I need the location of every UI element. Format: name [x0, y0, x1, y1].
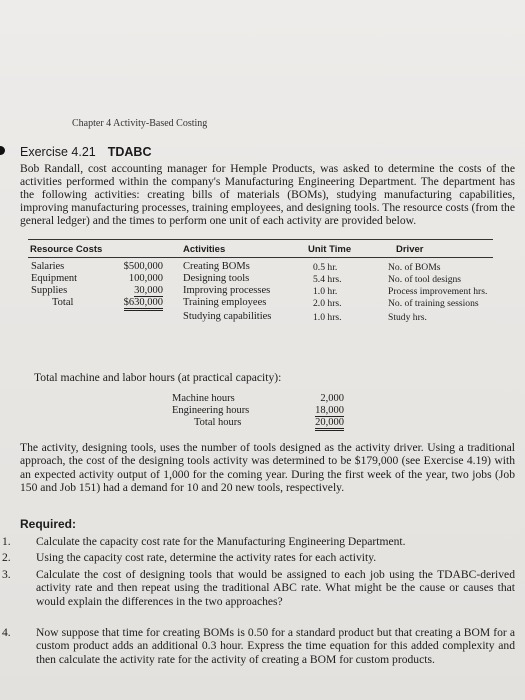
- header-driver: Driver: [396, 244, 424, 255]
- resource-label: Equipment: [31, 273, 78, 284]
- capacity-value-text: 18,000: [315, 405, 344, 416]
- required-item: [2, 626, 515, 666]
- required-item-text: Now suppose that time for creating BOMs is 0.50 for a standard product but that creating a BOM for a custom product adds an additional 0.3 hour. Express the time equation for this added complexity and then calculate the activity rate for the activity of creating a BOM for custom products.: [36, 626, 515, 666]
- activity-driver: Study hrs.: [388, 312, 427, 323]
- activity-name: Designing tools: [183, 273, 250, 284]
- activity-driver: No. of BOMs: [388, 262, 441, 273]
- table-top-rule: [28, 239, 493, 240]
- header-activities: Activities: [183, 244, 226, 255]
- activity-driver: Process improvement hrs.: [388, 286, 488, 297]
- header-unit-time: Unit Time: [308, 244, 352, 255]
- table-header-rule: [28, 257, 493, 258]
- activity-name: Training employees: [183, 297, 267, 308]
- capacity-label: Engineering hours: [172, 405, 250, 416]
- exercise-name: TDABC: [107, 145, 152, 159]
- exercise-bullet-icon: [0, 146, 5, 155]
- required-item-number: 2.: [2, 551, 11, 564]
- required-item: [2, 551, 515, 564]
- resource-amount-text: 30,000: [134, 285, 163, 296]
- resource-amount: 100,000: [128, 273, 163, 284]
- chapter-header: Chapter 4 Activity-Based Costing: [72, 118, 208, 129]
- resource-label: Total: [52, 297, 74, 308]
- header-resource-costs: Resource Costs: [30, 244, 103, 255]
- required-item-number: 1.: [2, 535, 11, 548]
- unit-time: 2.0 hrs.: [313, 298, 342, 309]
- exercise-title: [20, 145, 151, 159]
- resource-amount: [103, 297, 163, 308]
- activity-name: Creating BOMs: [183, 261, 250, 272]
- capacity-heading: Total machine and labor hours (at practical capacity):: [34, 371, 282, 384]
- required-item-number: 4.: [2, 626, 11, 639]
- resource-label: Supplies: [31, 285, 68, 296]
- required-item-text: Using the capacity cost rate, determine the activity rates for each activity.: [36, 551, 377, 564]
- unit-time: 1.0 hr.: [313, 286, 338, 297]
- activity-driver: No. of tool designs: [388, 274, 462, 285]
- exercise-intro: Bob Randall, cost accounting manager for Hemple Products, was asked to determine the costs of the activities performed within the company's Manufacturing Engineering Department. The department has the following activities: creating bills of materials (BOMs), studying manufacturing capabilities, improving manufacturing processes, training employees, and designing tools. The resource costs (from the general ledger) and the times to perform one unit of each activity are provided below.: [20, 162, 515, 228]
- required-item-number: 3.: [2, 568, 11, 581]
- body-paragraph: The activity, designing tools, uses the number of tools designed as the activity driver. Using a traditional approach, the cost of the designing tools activity was determined to be $179,000 (see Exercise 4.19) with an expected activity output of 1,000 for the coming year. During the first week of the year, two jobs (Job 150 and Job 151) had a demand for 10 and 20 new tools, respectively.: [20, 441, 515, 495]
- resource-amount: [103, 285, 163, 296]
- capacity-label: Machine hours: [172, 393, 235, 404]
- activity-driver: No. of training sessions: [388, 298, 479, 309]
- capacity-label: Total hours: [194, 417, 242, 428]
- resource-amount-text: $630,000: [124, 297, 163, 311]
- unit-time: 1.0 hrs.: [313, 312, 342, 323]
- required-item-text: Calculate the cost of designing tools that would be assigned to each job using the TDABC-derived activity rate and then repeat using the traditional ABC rate. What might be the cause or causes that would explain the differences in the two approaches?: [36, 568, 515, 608]
- required-item: [2, 568, 515, 608]
- exercise-number: Exercise 4.21: [20, 145, 96, 159]
- capacity-value-text: 20,000: [315, 417, 344, 431]
- required-label: Required:: [20, 517, 77, 531]
- capacity-value: [304, 417, 344, 428]
- resource-amount: $500,000: [123, 261, 163, 272]
- unit-time: 5.4 hrs.: [313, 274, 342, 285]
- resource-label: Salaries: [31, 261, 65, 272]
- required-item-text: Calculate the capacity cost rate for the Manufacturing Engineering Department.: [36, 535, 406, 548]
- unit-time: 0.5 hr.: [313, 262, 338, 273]
- activity-name: Improving processes: [183, 285, 271, 296]
- capacity-value: 2,000: [320, 393, 344, 404]
- activity-name: Studying capabilities: [183, 311, 272, 322]
- capacity-value: [304, 405, 344, 416]
- required-item: [2, 535, 515, 548]
